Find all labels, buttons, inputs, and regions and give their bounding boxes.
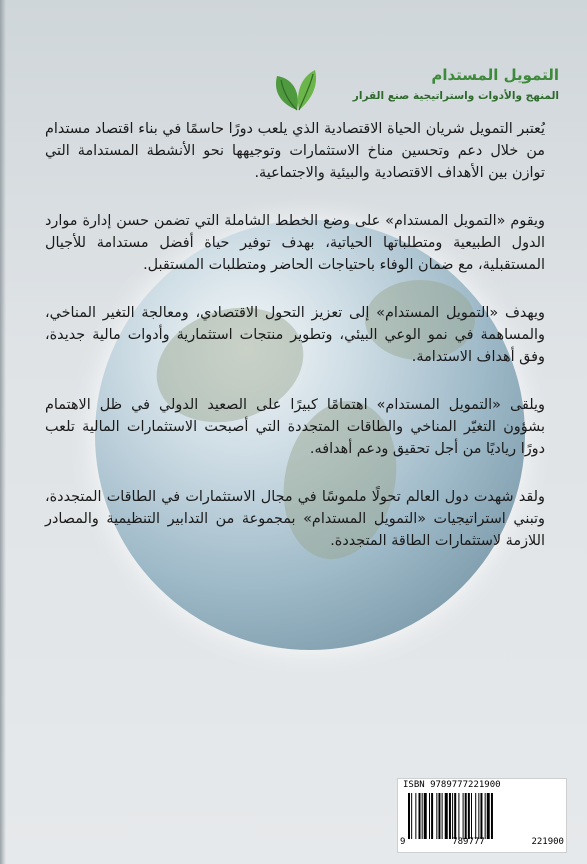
barcode-bar: [487, 793, 490, 839]
barcode-bar: [475, 793, 476, 839]
barcode-bars: [408, 793, 558, 839]
spine-edge: [0, 0, 6, 864]
barcode-bar: [419, 793, 421, 839]
barcode-bar: [436, 793, 437, 839]
barcode-bar: [411, 793, 412, 839]
barcode-bar: [478, 793, 479, 839]
barcode-bar: [465, 793, 467, 839]
barcode-digits: [400, 837, 564, 847]
logo-title: التمويل المستدام: [431, 66, 559, 84]
publisher-logo: [259, 62, 559, 118]
barcode-digits-right: 221900: [531, 837, 564, 847]
blurb-paragraph: ويهدف «التمويل المستدام» إلى تعزيز التحول الاقتصادي، ومعالجة التغير المناخي، والمساهمة في نمو الوعي البيئي، وتطوير منتجات استثمارية وأدوات مالية جديدة، وفق أهداف الاستدامة.: [45, 305, 545, 365]
barcode-bar: [408, 793, 410, 839]
blurb-paragraph: ويقوم «التمويل المستدام» على وضع الخطط الشاملة التي تضمن حسن إدارة موارد الدول الطبيعية ومتطلباتها الحياتية، بهدف توفير حياة أفضل مستدامة للأجيال المستقبلية، مع ضمان الوفاء باحتياجات الحاضر ومتطلبات المستقبل.: [45, 213, 545, 273]
isbn-label: ISBN 9789777221900: [403, 780, 501, 790]
barcode-bar: [431, 793, 433, 839]
barcode-bar: [485, 793, 486, 839]
blurb-paragraph: يُعتبر التمويل شريان الحياة الاقتصادية الذي يلعب دورًا حاسمًا في بناء اقتصاد مستدام من خلال دعم وتحسين مناخ الاستثمارات وتوجيهها نحو الأنشطة المستدامة التي توازن بين الأهداف الاقتصادية والبيئية والاجتماعية.: [45, 121, 545, 181]
barcode-bar: [463, 793, 464, 839]
isbn-barcode: [397, 778, 567, 853]
barcode-digit-lead: 9: [400, 837, 406, 847]
barcode-bar: [471, 793, 472, 839]
barcode-bar: [452, 793, 453, 839]
barcode-bar: [424, 793, 427, 839]
barcode-bar: [442, 793, 443, 839]
blurb-paragraph: ويلقى «التمويل المستدام» اهتمامًا كبيرًا على الصعيد الدولي في ظل الاهتمام بشؤون التغيّر المناخي والطاقات المتجددة التي أصبحت الاستثمارات المالية تلعب دورًا رياديًا من أجل تحقيق ودعم أهدافه.: [45, 397, 545, 457]
blurb-paragraph: ولقد شهدت دول العالم تحولًا ملموسًا في مجال الاستثمارات في الطاقات المتجددة، وتبني استراتيجيات «التمويل المستدام» بمجموعة من التدابير التنظيمية والمصادر اللازمة لاستثمارات الطاقة المتجددة.: [45, 489, 545, 549]
barcode-bar: [458, 793, 459, 839]
barcode-bar: [422, 793, 423, 839]
barcode-digits-left: 789777: [452, 837, 485, 847]
barcode-bar: [415, 793, 416, 839]
blurb-text: [45, 118, 545, 578]
barcode-bar: [491, 793, 493, 839]
barcode-bar: [480, 793, 482, 839]
barcode-bar: [449, 793, 451, 839]
barcode-bar: [429, 793, 430, 839]
leaf-icon: [267, 64, 327, 114]
barcode-bar: [445, 793, 448, 839]
barcode-bar: [454, 793, 456, 839]
logo-subtitle: المنهج والأدوات واستراتيجية صنع القرار: [352, 90, 559, 102]
barcode-bar: [468, 793, 470, 839]
barcode-bar: [438, 793, 440, 839]
